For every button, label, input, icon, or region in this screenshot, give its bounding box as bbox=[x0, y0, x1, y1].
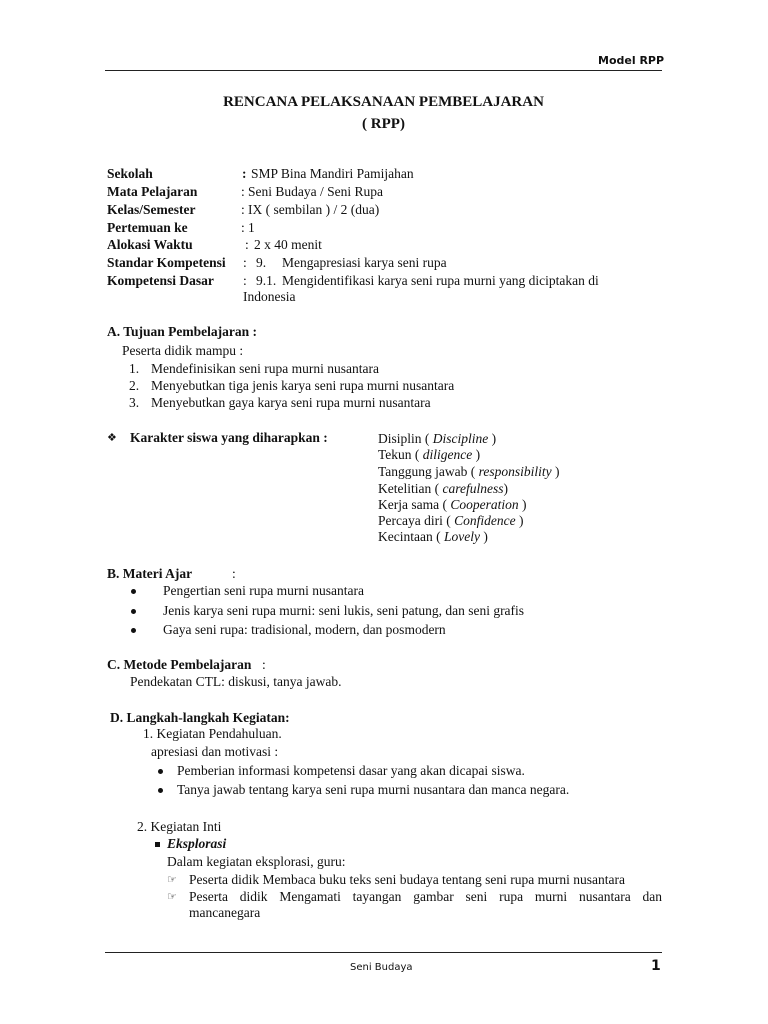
identity-num: 9.1. bbox=[256, 273, 277, 288]
identity-value: Mengidentifikasi karya seni rupa murni yang diciptakan di bbox=[282, 273, 599, 288]
identity-label: Alokasi Waktu bbox=[107, 237, 193, 252]
list-item: Menyebutkan gaya karya seni rupa murni nusantara bbox=[151, 395, 431, 410]
identity-sep: : bbox=[243, 273, 247, 288]
identity-label: Standar Kompetensi bbox=[107, 255, 226, 270]
list-item: Gaya seni rupa: tradisional, modern, dan posmodern bbox=[163, 622, 446, 637]
list-item: Pengertian seni rupa murni nusantara bbox=[163, 583, 364, 598]
section-b-colon: : bbox=[232, 566, 236, 581]
identity-sep: : bbox=[241, 202, 245, 217]
identity-value: Seni Budaya / Seni Rupa bbox=[248, 184, 383, 199]
pointing-hand-icon: ☞ bbox=[167, 891, 177, 903]
karakter-item: Disiplin ( Discipline ) bbox=[378, 431, 497, 446]
identity-label: Kelas/Semester bbox=[107, 202, 196, 217]
identity-label: Mata Pelajaran bbox=[107, 184, 198, 199]
doc-title: RENCANA PELAKSANAAN PEMBELAJARAN bbox=[223, 94, 544, 110]
section-a-intro: Peserta didik mampu : bbox=[122, 343, 244, 358]
list-item: Peserta didik Mengamati tayangan gambar seni rupa murni nusantara dan bbox=[189, 889, 662, 904]
karakter-item: Tanggung jawab ( responsibility ) bbox=[378, 464, 560, 479]
bullet-icon bbox=[131, 628, 136, 633]
inti-intro: Dalam kegiatan eksplorasi, guru: bbox=[167, 854, 346, 869]
list-number: 3. bbox=[129, 395, 140, 410]
karakter-item: Ketelitian ( carefulness) bbox=[378, 481, 508, 496]
identity-sep: : bbox=[243, 255, 247, 270]
identity-value: SMP Bina Mandiri Pamijahan bbox=[251, 166, 414, 181]
footer-label: Seni Budaya bbox=[350, 962, 413, 973]
identity-label: Pertemuan ke bbox=[107, 220, 188, 235]
section-c-colon: : bbox=[262, 657, 266, 672]
inti-title: 2. Kegiatan Inti bbox=[137, 819, 222, 834]
footer-rule bbox=[105, 952, 662, 953]
pointing-hand-icon: ☞ bbox=[167, 874, 177, 886]
page-number: 1 bbox=[651, 958, 661, 974]
list-item: Tanya jawab tentang karya seni rupa murni nusantara dan manca negara. bbox=[177, 782, 570, 797]
identity-label: Kompetensi Dasar bbox=[107, 273, 214, 288]
eksplorasi-label: Eksplorasi bbox=[167, 836, 227, 851]
identity-value-cont: Indonesia bbox=[243, 289, 296, 304]
list-item: Mendefinisikan seni rupa murni nusantara bbox=[151, 361, 379, 376]
section-b-heading: B. Materi Ajar bbox=[107, 566, 193, 581]
diamond-bullet-icon: ❖ bbox=[107, 432, 117, 444]
square-bullet-icon bbox=[155, 842, 160, 847]
list-item: Pemberian informasi kompetensi dasar yang akan dicapai siswa. bbox=[177, 763, 525, 778]
pendahuluan-sub: apresiasi dan motivasi : bbox=[151, 744, 279, 759]
identity-sep: : bbox=[241, 184, 245, 199]
list-item: Peserta didik Membaca buku teks seni budaya tentang seni rupa murni nusantara bbox=[189, 872, 626, 887]
identity-value: IX ( sembilan ) / 2 (dua) bbox=[248, 202, 380, 217]
identity-value: 1 bbox=[248, 220, 255, 235]
identity-value: 2 x 40 menit bbox=[254, 237, 322, 252]
list-number: 1. bbox=[129, 361, 140, 376]
doc-subtitle: ( RPP) bbox=[362, 116, 405, 132]
section-c-heading: C. Metode Pembelajaran bbox=[107, 657, 252, 672]
header-rule bbox=[105, 70, 662, 71]
karakter-item: Kecintaan ( Lovely ) bbox=[378, 529, 488, 544]
karakter-item: Percaya diri ( Confidence ) bbox=[378, 513, 524, 528]
list-item: Jenis karya seni rupa murni: seni lukis, seni patung, dan seni grafis bbox=[163, 603, 525, 618]
bullet-icon bbox=[131, 589, 136, 594]
bullet-icon bbox=[131, 609, 136, 614]
karakter-item: Tekun ( diligence ) bbox=[378, 447, 481, 462]
karakter-item: Kerja sama ( Cooperation ) bbox=[378, 497, 527, 512]
section-c-text: Pendekatan CTL: diskusi, tanya jawab. bbox=[130, 674, 342, 689]
list-item: Menyebutkan tiga jenis karya seni rupa murni nusantara bbox=[151, 378, 455, 393]
header-label: Model RPP bbox=[598, 54, 665, 67]
pendahuluan-title: 1. Kegiatan Pendahuluan. bbox=[143, 726, 282, 741]
list-number: 2. bbox=[129, 378, 140, 393]
identity-sep: : bbox=[245, 237, 249, 252]
section-a-heading: A. Tujuan Pembelajaran : bbox=[107, 324, 258, 339]
identity-sep: : bbox=[242, 166, 247, 181]
bullet-icon bbox=[158, 769, 163, 774]
list-item-cont: mancanegara bbox=[189, 905, 261, 920]
identity-num: 9. bbox=[256, 255, 267, 270]
section-d-heading: D. Langkah-langkah Kegiatan: bbox=[110, 710, 290, 725]
identity-label: Sekolah bbox=[107, 166, 153, 181]
identity-sep: : bbox=[241, 220, 245, 235]
identity-value: Mengapresiasi karya seni rupa bbox=[282, 255, 447, 270]
karakter-heading: Karakter siswa yang diharapkan : bbox=[130, 430, 328, 445]
bullet-icon bbox=[158, 788, 163, 793]
